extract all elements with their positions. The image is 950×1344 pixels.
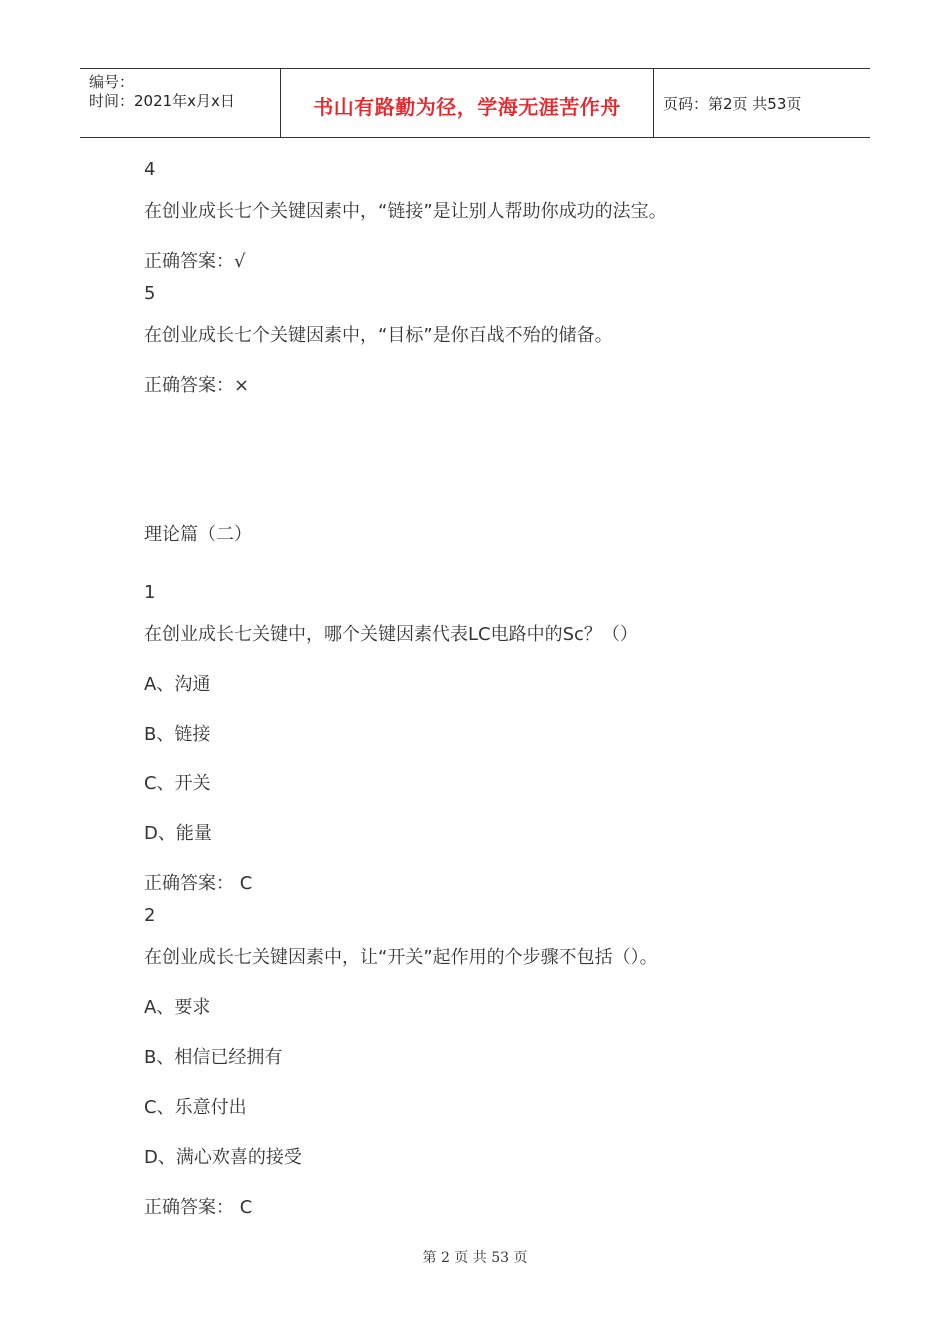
question-text: 在创业成长七个关键因素中，“目标”是你百战不殆的储备。 bbox=[144, 325, 613, 346]
header-motto-cell bbox=[281, 69, 654, 137]
question-number: 5 bbox=[144, 283, 156, 304]
question-number: 2 bbox=[144, 905, 156, 926]
motto: 书山有路勤为径，学海无涯苦作舟 bbox=[313, 95, 621, 119]
option-d: D、能量 bbox=[144, 823, 212, 844]
option-b: B、链接 bbox=[144, 724, 211, 745]
header-meta bbox=[80, 69, 281, 137]
time-label: 时间：2021年x月x日 bbox=[89, 92, 235, 110]
section-title: 理论篇（二） bbox=[144, 524, 252, 545]
question-number: 4 bbox=[144, 159, 156, 180]
answer-text: 正确答案：× bbox=[144, 375, 250, 396]
question-number: 1 bbox=[144, 582, 156, 603]
question-text: 在创业成长七关键因素中，让“开关”起作用的个步骤不包括（）。 bbox=[144, 947, 658, 968]
option-a: A、要求 bbox=[144, 997, 211, 1018]
page-header bbox=[80, 68, 870, 138]
question-text: 在创业成长七个关键因素中，“链接”是让别人帮助你成功的法宝。 bbox=[144, 201, 667, 222]
option-a: A、沟通 bbox=[144, 674, 211, 695]
option-d: D、满心欢喜的接受 bbox=[144, 1147, 302, 1168]
answer-text: 正确答案： C bbox=[144, 1197, 253, 1218]
option-b: B、相信已经拥有 bbox=[144, 1047, 283, 1068]
header-page-cell bbox=[654, 69, 870, 137]
number-label: 编号： bbox=[89, 73, 135, 91]
answer-text: 正确答案： C bbox=[144, 873, 253, 894]
question-text: 在创业成长七关键中，哪个关键因素代表LC电路中的Sc？（） bbox=[144, 624, 638, 645]
page-info: 页码：第2页 共53页 bbox=[663, 95, 802, 113]
answer-text: 正确答案：√ bbox=[144, 251, 246, 272]
page-footer: 第 2 页 共 53 页 bbox=[422, 1250, 528, 1266]
option-c: C、开关 bbox=[144, 773, 211, 794]
option-c: C、乐意付出 bbox=[144, 1097, 247, 1118]
